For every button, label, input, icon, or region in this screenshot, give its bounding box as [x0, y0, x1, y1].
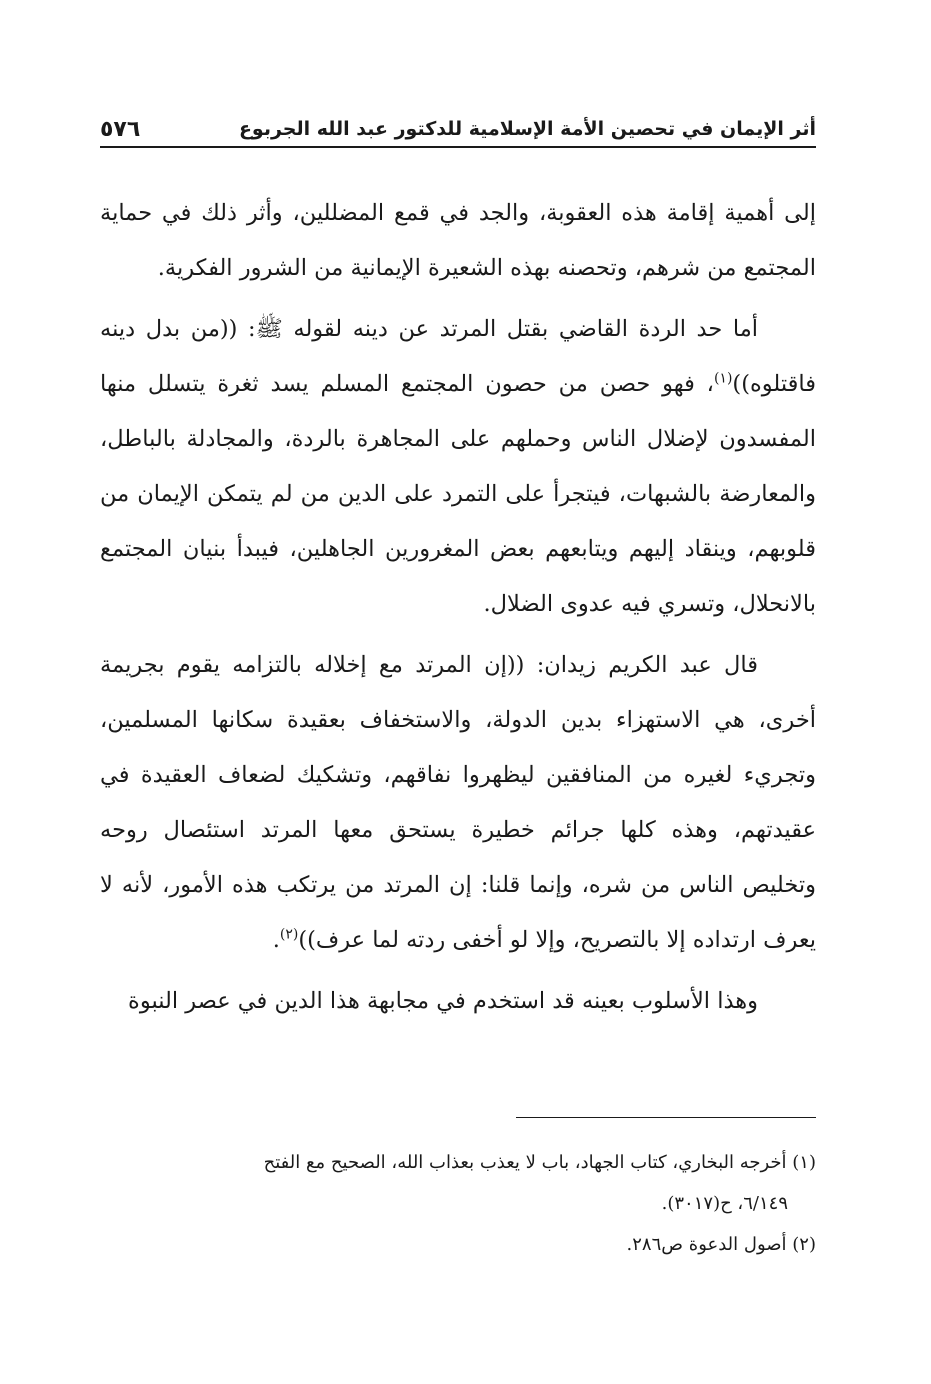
footnote-divider — [516, 1117, 816, 1118]
paragraph-3-text-after: . — [272, 927, 280, 953]
footnote-ref-1[interactable]: (١) — [713, 370, 733, 387]
page-number: ٥٧٦ — [100, 117, 141, 142]
paragraph-2-text-before: أما حد الردة القاضي بقتل المرتد عن دينه لقوله ﷺ: ((من بدل دينه فاقتلوه)) — [100, 316, 816, 397]
footnote-ref-2[interactable]: (٢) — [279, 926, 299, 943]
paragraph-2 — [100, 302, 816, 632]
paragraph-1-text: إلى أهمية إقامة هذه العقوبة، والجد في قمع المضللين، وأثر ذلك في حماية المجتمع من شرهم، وتحصنه بهذه الشعيرة الإيمانية من الشرور الفكرية. — [100, 200, 816, 281]
footnote-1-line-2: ٦/١٤٩، ح(٣٠١٧). — [661, 1193, 788, 1214]
running-header — [100, 100, 816, 148]
header-title: أثر الإيمان في تحصين الأمة الإسلامية للدكتور عبد الله الجربوع — [238, 118, 816, 140]
paragraph-4 — [100, 974, 816, 1029]
footnote-1-line-1: (١) أخرجه البخاري، كتاب الجهاد، باب لا يعذب بعذاب الله، الصحيح مع الفتح — [263, 1152, 816, 1173]
footnote-2-line-1: (٢) أصول الدعوة ص٢٨٦. — [626, 1234, 816, 1255]
paragraph-2-text-after: ، فهو حصن من حصون المجتمع المسلم يسد ثغرة يتسلل منها المفسدون لإضلال الناس وحملهم على المجاهرة بالردة، والمجادلة بالباطل، والمعارضة بالشبهات، فيتجرأ على التمرد على الدين من لم يتمكن الإيمان من قلوبهم، وينقاد إليهم ويتابعهم بعض المغرورين الجاهلين، فيبدأ بنيان المجتمع بالانحلال، وتسري فيه عدوى الضلال. — [100, 371, 816, 617]
footnote-2 — [100, 1224, 816, 1265]
main-text — [100, 186, 816, 1029]
paragraph-3 — [100, 638, 816, 968]
paragraph-3-text-before: قال عبد الكريم زيدان: ((إن المرتد مع إخلاله بالتزامه يقوم بجريمة أخرى، هي الاستهزاء بدين الدولة، والاستخفاف بعقيدة سكانها المسلمين، وتجريء لغيره من المنافقين ليظهروا نفاقهم، وتشكيك لضعاف العقيدة في عقيدتهم، وهذه كلها جرائم خطيرة يستحق معها المرتد استئصال روحه وتخليص الناس من شره، وإنما قلنا: إن المرتد من يرتكب هذه الأمور، لأنه لا يعرف ارتداده إلا بالتصريح، وإلا لو أخفى ردته لما عرف)) — [100, 652, 816, 953]
paragraph-1 — [100, 186, 816, 296]
footnote-1 — [100, 1142, 816, 1183]
paragraph-4-text: وهذا الأسلوب بعينه قد استخدم في مجابهة هذا الدين في عصر النبوة — [128, 988, 758, 1014]
footnote-1-continuation — [100, 1183, 816, 1224]
footnotes — [100, 1142, 816, 1265]
